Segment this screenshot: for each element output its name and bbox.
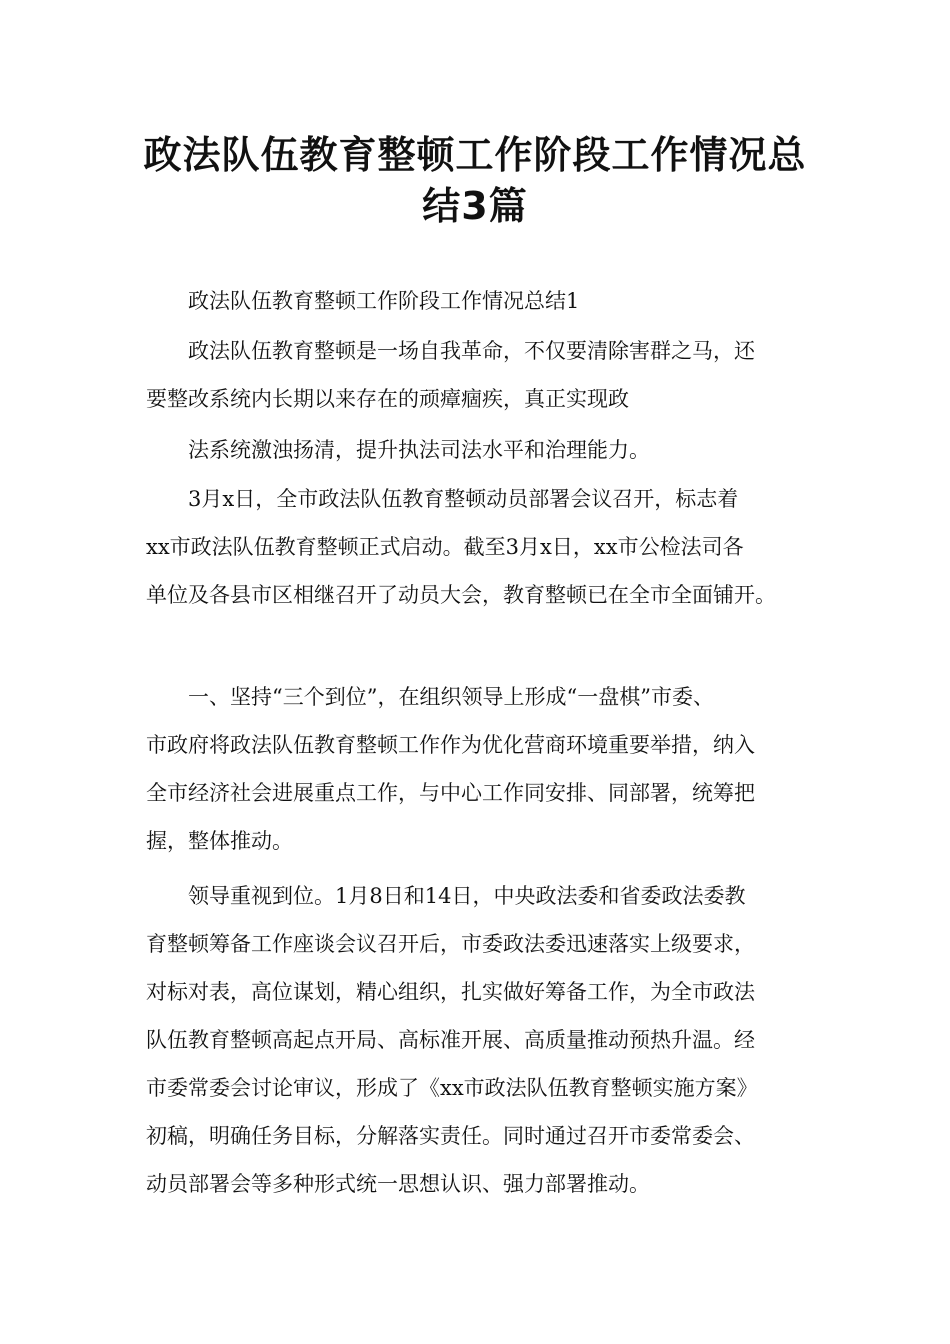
paragraph-line: 初稿，明确任务目标，分解落实责任。同时通过召开市委常委会、 <box>146 1124 755 1148</box>
paragraph-line: 市政府将政法队伍教育整顿工作作为优化营商环境重要举措，纳入 <box>146 733 755 757</box>
paragraph-line: xx市政法队伍教育整顿正式启动。截至3月x日，xx市公检法司各 <box>146 535 744 559</box>
paragraph-2 <box>146 426 826 474</box>
paragraph-line: 育整顿筹备工作座谈会议召开后，市委政法委迅速落实上级要求， <box>146 932 755 956</box>
paragraph-line: 政法队伍教育整顿是一场自我革命，不仅要清除害群之马，还 <box>188 339 755 363</box>
paragraph-line: 握，整体推动。 <box>146 829 293 853</box>
section-subtitle <box>146 277 826 325</box>
paragraph-line: 一、坚持“三个到位”，在组织领导上形成“一盘棋”市委、 <box>188 685 714 709</box>
paragraph-3 <box>146 475 826 619</box>
document-title-line-2: 结3篇 <box>422 184 528 228</box>
paragraph-5 <box>146 872 826 1208</box>
paragraph-line: 领导重视到位。1月8日和14日，中央政法委和省委政法委教 <box>188 884 746 908</box>
paragraph-line: 法系统激浊扬清，提升执法司法水平和治理能力。 <box>188 438 650 462</box>
paragraph-line: 动员部署会等多种形式统一思想认识、强力部署推动。 <box>146 1172 650 1196</box>
paragraph-line: 全市经济社会进展重点工作，与中心工作同安排、同部署，统筹把 <box>146 781 755 805</box>
subtitle-text: 政法队伍教育整顿工作阶段工作情况总结1 <box>188 289 580 313</box>
paragraph-1 <box>146 327 826 423</box>
paragraph-line: 对标对表，高位谋划，精心组织，扎实做好筹备工作，为全市政法 <box>146 980 755 1004</box>
paragraph-line: 市委常委会讨论审议，形成了《xx市政法队伍教育整顿实施方案》 <box>146 1076 758 1100</box>
document-title-line-1: 政法队伍教育整顿工作阶段工作情况总 <box>143 133 807 177</box>
paragraph-line: 要整改系统内长期以来存在的顽瘴痼疾，真正实现政 <box>146 387 629 411</box>
paragraph-line: 队伍教育整顿高起点开局、高标准开展、高质量推动预热升温。经 <box>146 1028 755 1052</box>
paragraph-line: 单位及各县市区相继召开了动员大会，教育整顿已在全市全面铺开。 <box>146 583 776 607</box>
paragraph-line: 3月x日，全市政法队伍教育整顿动员部署会议召开，标志着 <box>188 487 739 511</box>
paragraph-4 <box>146 673 826 865</box>
